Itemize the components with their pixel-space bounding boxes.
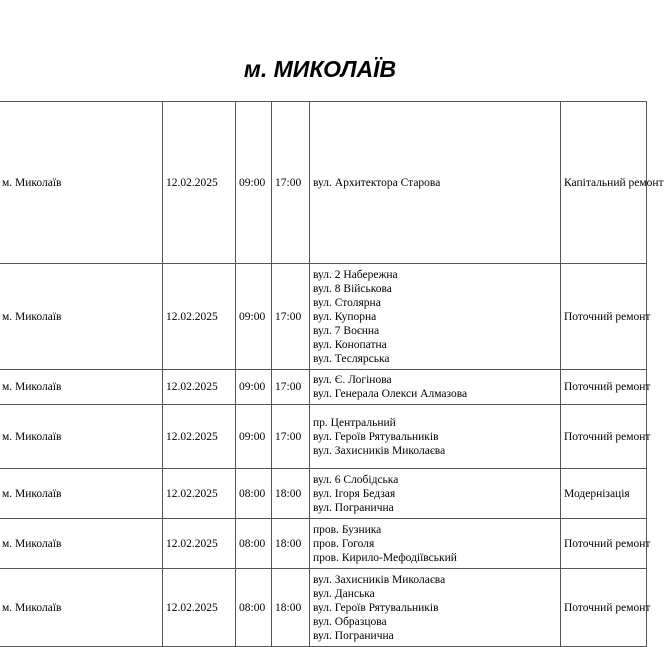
street-name: вул. Є. Логінова (313, 374, 392, 386)
street-name: вул. Погранична (313, 629, 394, 642)
city-cell: м. Миколаїв (0, 569, 163, 647)
table-row (0, 102, 647, 264)
street-name: вул. Героїв Рятувальників (313, 601, 439, 614)
street-name: пров. Бузника (313, 523, 382, 536)
end-time-cell: 18:00 (272, 519, 310, 569)
table-row (0, 519, 647, 569)
work-type-cell: Поточний ремонт (561, 519, 647, 569)
work-type-cell: Поточний ремонт (561, 264, 647, 370)
date-cell: 12.02.2025 (163, 370, 236, 405)
streets-cell (310, 469, 561, 519)
street-name: пров. Гоголя (313, 537, 375, 550)
city-cell: м. Миколаїв (0, 469, 163, 519)
start-time-cell: 09:00 (236, 102, 272, 264)
street-name: пр. Центральний (313, 416, 396, 429)
work-type-cell: Поточний ремонт (561, 569, 647, 647)
work-type-cell: Поточний ремонт (561, 405, 647, 469)
street-name: вул. Данська (313, 587, 375, 600)
street-name: вул. Ігоря Бедзая (313, 487, 396, 500)
street-name: вул. 7 Воєнна (313, 324, 380, 337)
street-name: вул. Конопатна (313, 338, 387, 351)
date-cell: 12.02.2025 (163, 264, 236, 370)
street-name: пров. Кирило-Мефодіївський (313, 551, 457, 564)
end-time-cell: 17:00 (272, 405, 310, 469)
date-cell: 12.02.2025 (163, 405, 236, 469)
street-name: вул. Захисників Миколаєва (313, 444, 446, 457)
street-name: вул. Купорна (313, 310, 377, 323)
street-name: вул. Захисників Миколаєва (313, 573, 446, 586)
street-name: вул. Героїв Рятувальників (313, 430, 439, 443)
work-type-cell: Поточний ремонт (561, 370, 647, 405)
street-name: вул. Образцова (313, 615, 387, 628)
start-time-cell: 08:00 (236, 519, 272, 569)
street-name: вул. 8 Військова (313, 282, 392, 295)
page-title: м. МИКОЛАЇВ (243, 56, 397, 82)
street-name: вул. Столярна (313, 296, 381, 309)
end-time-cell: 17:00 (272, 264, 310, 370)
start-time-cell: 08:00 (236, 469, 272, 519)
end-time-cell: 18:00 (272, 469, 310, 519)
table-row (0, 370, 647, 405)
date-cell: 12.02.2025 (163, 569, 236, 647)
date-cell: 12.02.2025 (163, 469, 236, 519)
street-name: вул. Архитектора Старова (313, 176, 441, 189)
streets-cell (310, 405, 561, 469)
start-time-cell: 09:00 (236, 370, 272, 405)
table-row (0, 405, 647, 469)
date-cell: 12.02.2025 (163, 102, 236, 264)
table-body (0, 102, 664, 647)
streets-cell (310, 370, 561, 405)
streets-cell (310, 569, 561, 647)
end-time-cell: 17:00 (272, 370, 310, 405)
table-row (0, 469, 647, 519)
end-time-cell: 17:00 (272, 102, 310, 264)
street-name: вул. Теслярська (313, 352, 390, 365)
date-cell: 12.02.2025 (163, 519, 236, 569)
city-cell: м. Миколаїв (0, 264, 163, 370)
start-time-cell: 09:00 (236, 405, 272, 469)
work-type-cell: Модернізація (561, 469, 647, 519)
end-time-cell: 18:00 (272, 569, 310, 647)
streets-cell (310, 102, 561, 264)
street-name: вул. Генерала Олекси Алмазова (313, 388, 468, 400)
streets-cell (310, 519, 561, 569)
city-cell: м. Миколаїв (0, 102, 163, 264)
streets-cell (310, 264, 561, 370)
city-cell: м. Миколаїв (0, 405, 163, 469)
table-row (0, 264, 647, 370)
start-time-cell: 09:00 (236, 264, 272, 370)
outage-schedule-table (0, 101, 664, 647)
city-cell: м. Миколаїв (0, 370, 163, 405)
street-name: вул. Погранична (313, 501, 394, 514)
start-time-cell: 08:00 (236, 569, 272, 647)
work-type-cell: Капітальний ремонт (561, 102, 647, 264)
street-name: вул. 2 Набережна (313, 268, 398, 281)
street-name: вул. 6 Слобідська (313, 473, 399, 486)
city-cell: м. Миколаїв (0, 519, 163, 569)
table-row (0, 569, 647, 647)
